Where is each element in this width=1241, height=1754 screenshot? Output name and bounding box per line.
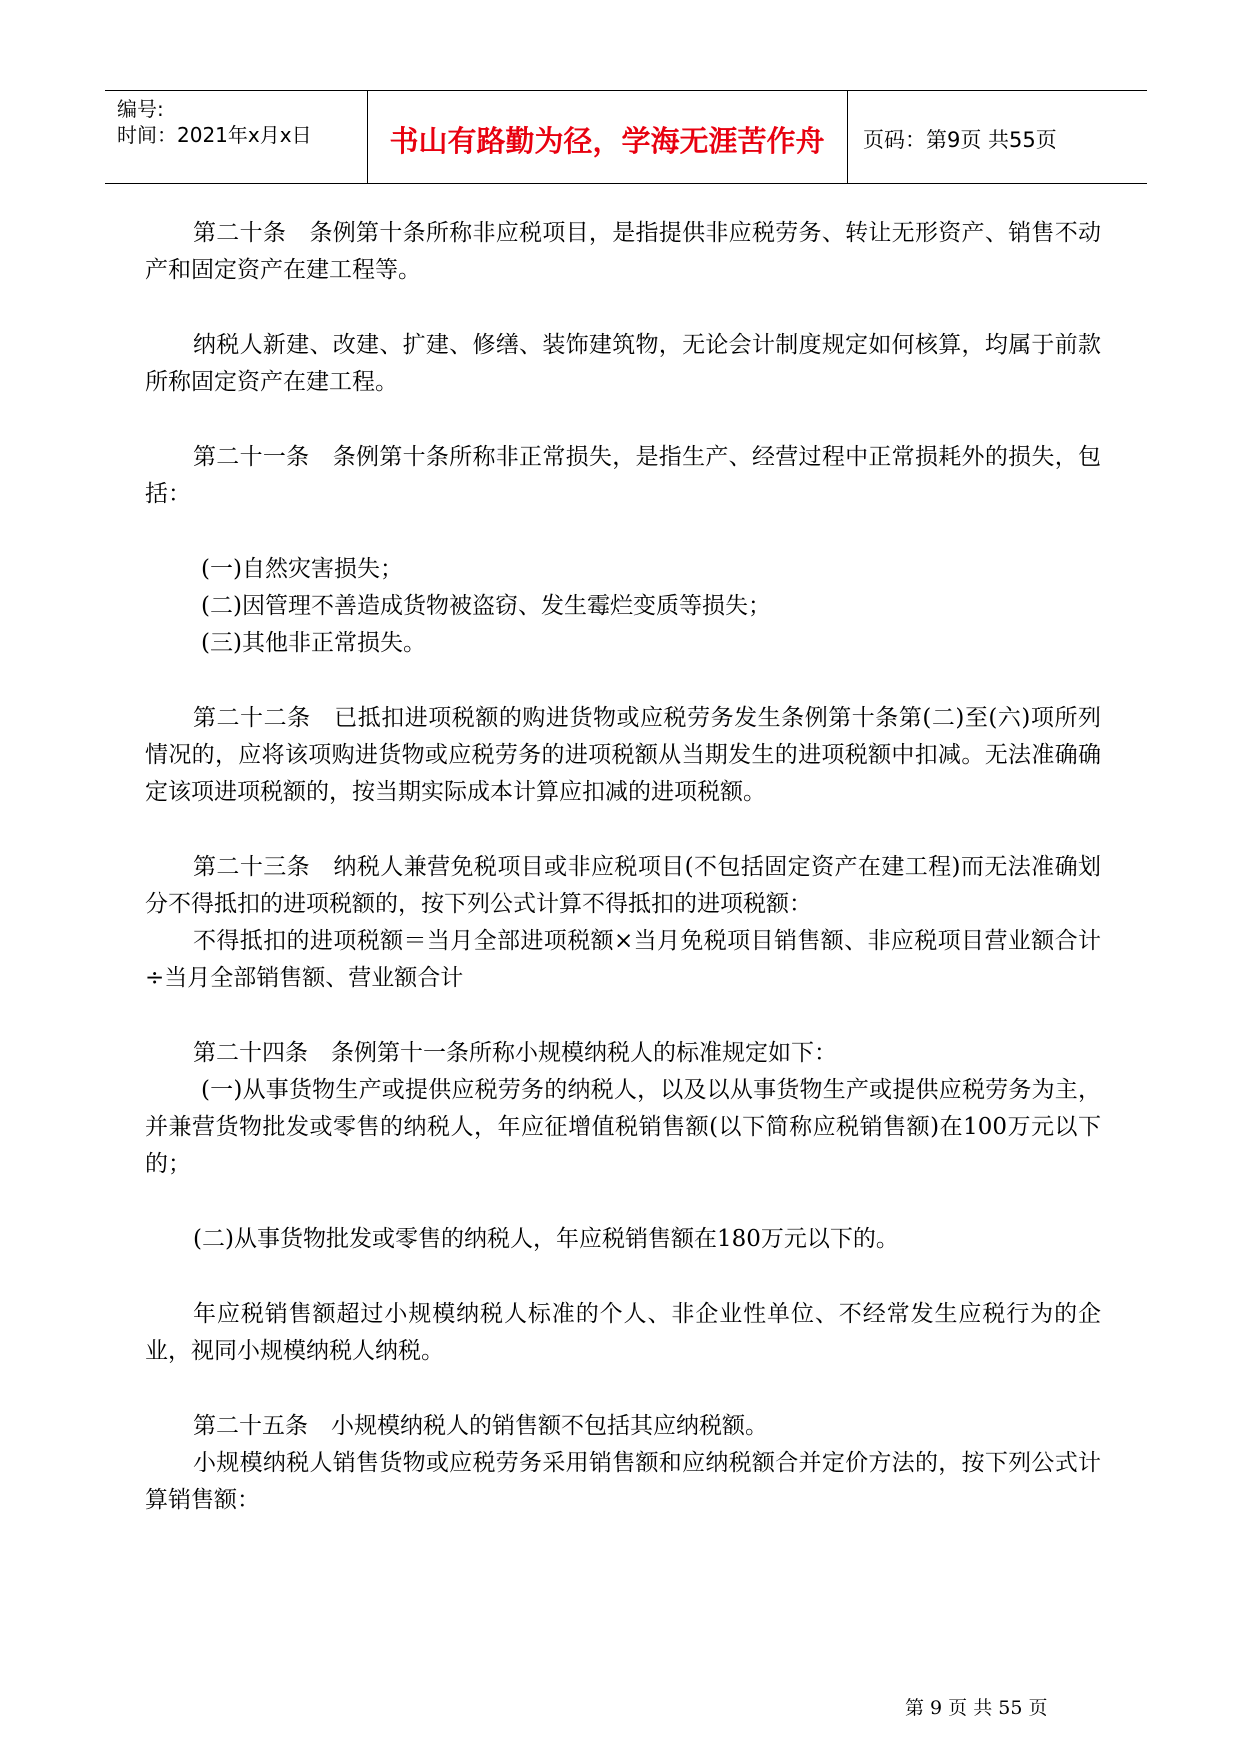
- paragraph-article-21: 第二十一条 条例第十条所称非正常损失，是指生产、经营过程中正常损耗外的损失，包括：: [145, 444, 1101, 507]
- list-item: (二)因管理不善造成货物被盗窃、发生霉烂变质等损失；: [201, 593, 771, 619]
- list-item: (一)自然灾害损失；: [201, 556, 403, 582]
- page-footer: 第 9 页 共 55 页: [905, 1697, 1048, 1719]
- header-motto-cell: [367, 91, 848, 183]
- formula-paragraph: 不得抵扣的进项税额＝当月全部进项税额×当月免税项目销售额、非应税项目营业额合计÷当月全部销售额、营业额合计: [145, 928, 1101, 991]
- paragraph-threshold: 年应税销售额超过小规模纳税人标准的个人、非企业性单位、不经常发生应税行为的企业，视同小规模纳税人纳税。: [145, 1301, 1101, 1364]
- motto: 书山有路勤为径，学海无涯苦作舟: [389, 124, 825, 158]
- page-header: [105, 90, 1147, 184]
- time-label: 时间：2021年x月x日: [117, 123, 312, 147]
- paragraph-construction: 纳税人新建、改建、扩建、修缮、装饰建筑物，无论会计制度规定如何核算，均属于前款所称固定资产在建工程。: [145, 332, 1101, 395]
- header-meta-cell: [105, 91, 368, 183]
- paragraph-article-22: 第二十二条 已抵扣进项税额的购进货物或应税劳务发生条例第十条第(二)至(六)项所列情况的，应将该项购进货物或应税劳务的进项税额从当期发生的进项税额中扣减。无法准确确定该项进项税额的，按当期实际成本计算应扣减的进项税额。: [145, 705, 1101, 805]
- list-item: (三)其他非正常损失。: [201, 630, 426, 656]
- header-page-cell: [847, 91, 1147, 183]
- paragraph-sales-formula: 小规模纳税人销售货物或应税劳务采用销售额和应纳税额合并定价方法的，按下列公式计算销售额：: [145, 1450, 1101, 1513]
- serial-label: 编号:: [117, 97, 164, 121]
- list-item: (二)从事货物批发或零售的纳税人，年应税销售额在180万元以下的。: [193, 1226, 899, 1252]
- paragraph-article-25: 第二十五条 小规模纳税人的销售额不包括其应纳税额。: [193, 1413, 768, 1439]
- paragraph-article-23: 第二十三条 纳税人兼营免税项目或非应税项目(不包括固定资产在建工程)而无法准确划分不得抵扣的进项税额的，按下列公式计算不得抵扣的进项税额：: [145, 854, 1101, 917]
- paragraph-article-20: 第二十条 条例第十条所称非应税项目，是指提供非应税劳务、转让无形资产、销售不动产和固定资产在建工程等。: [145, 220, 1101, 283]
- page-code: 页码：第9页 共55页: [863, 128, 1057, 152]
- document-body: [145, 215, 1101, 1557]
- paragraph-article-24: 第二十四条 条例第十一条所称小规模纳税人的标准规定如下：: [193, 1040, 837, 1066]
- list-item: (一)从事货物生产或提供应税劳务的纳税人，以及以从事货物生产或提供应税劳务为主，并兼营货物批发或零售的纳税人，年应征增值税销售额(以下简称应税销售额)在100万元以下的；: [145, 1077, 1101, 1177]
